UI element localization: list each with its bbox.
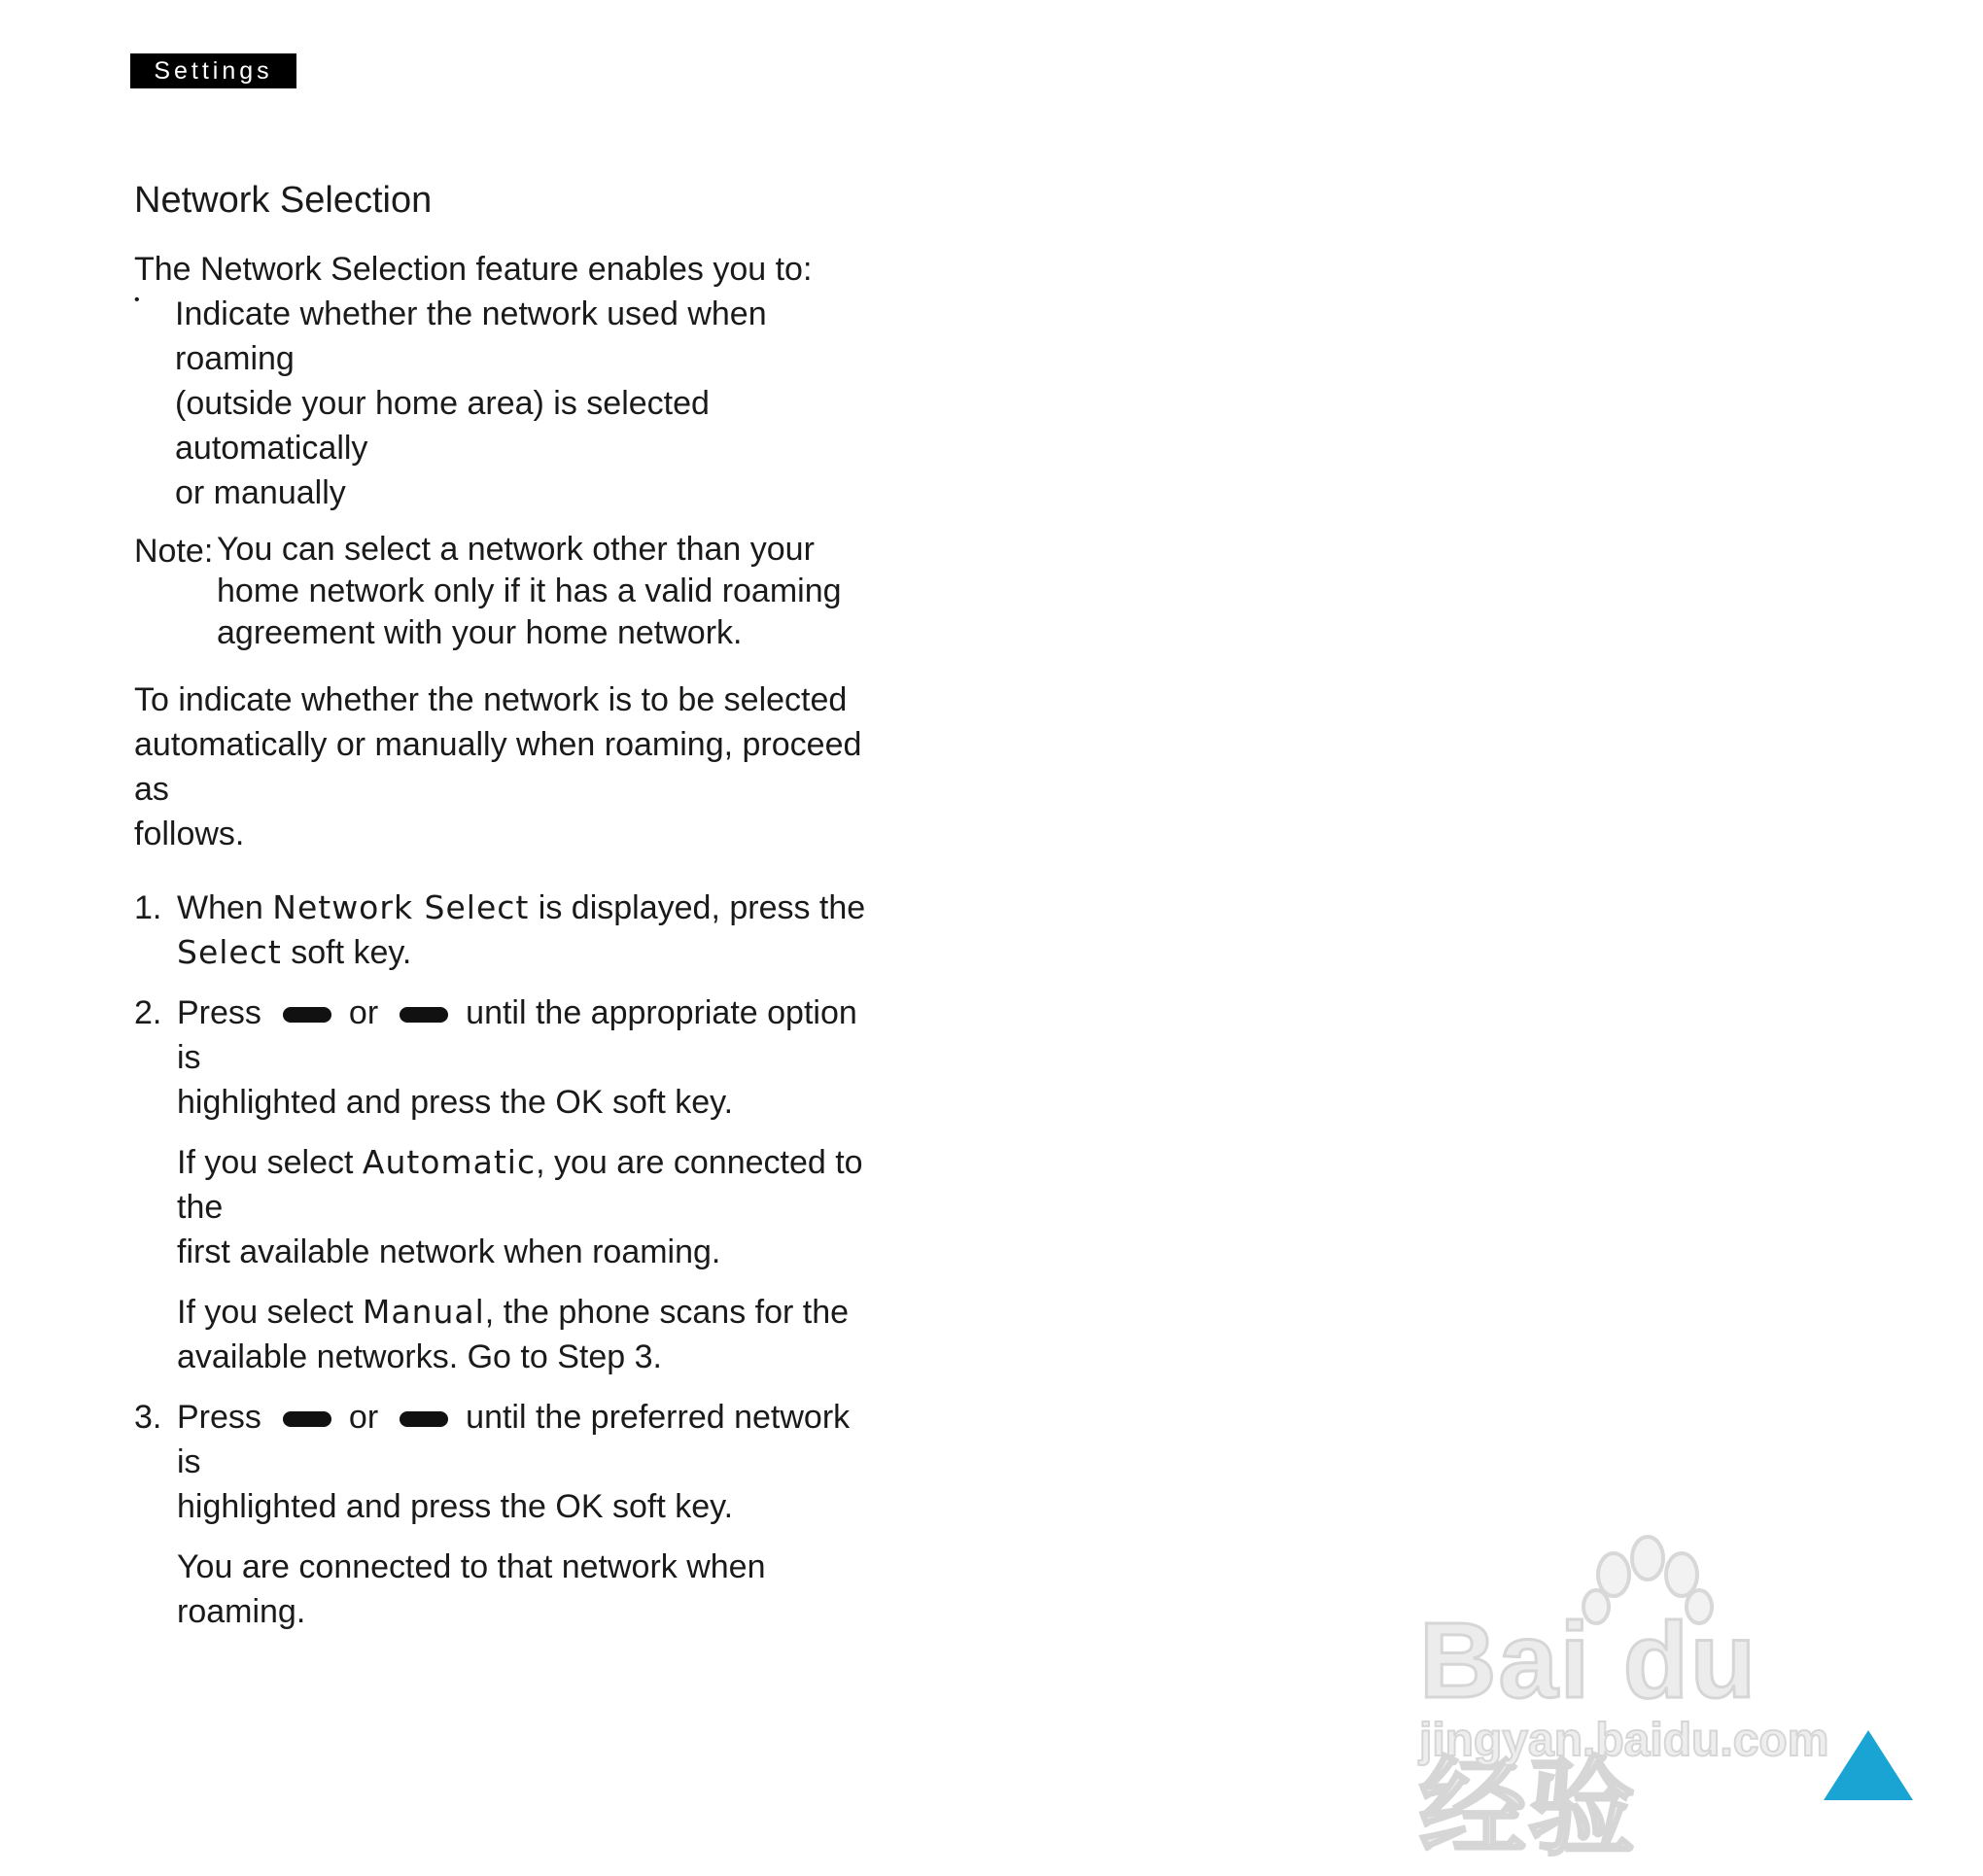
watermark-url: jingyan.baidu.com [1419,1715,1829,1766]
nav-up-key-icon [283,1007,331,1023]
instructions-line: To indicate whether the network is to be selected [134,681,848,718]
step-number: 1. [134,889,162,926]
step-line: Select soft key. [177,933,412,971]
softkey-term: OK [555,1488,604,1525]
bullet-item [134,292,873,515]
step-3 [134,1395,873,1529]
instructions-paragraph [134,677,873,856]
note-line: You can select a network other than your [217,531,815,568]
option-term: Manual [362,1293,485,1331]
intro-text: The Network Selection feature enables you to: [134,251,813,288]
bullet-line: or manually [175,474,346,511]
baidu-jingyan-watermark [1419,1531,1896,1868]
nav-down-key-icon [400,1411,448,1427]
section-tag: Settings [130,53,296,88]
instructions-line: follows. [134,816,245,852]
softkey-term: Select [177,933,282,971]
note-block [134,529,873,654]
step-number: 3. [134,1399,162,1436]
nav-down-key-icon [400,1007,448,1023]
manual-page-content [134,173,873,1650]
bullet-line: Indicate whether the network used when roaming [175,295,767,377]
step-line: Press or until the appropriate option is [177,994,857,1076]
step-2-automatic-note: If you select Automatic, you are connected to the first available network when roaming. [177,1143,863,1270]
softkey-term: OK [555,1084,604,1121]
nav-up-key-icon [283,1411,331,1427]
note-line: home network only if it has a valid roaming [217,573,842,609]
step-2-manual-note: If you select Manual, the phone scans for the available networks. Go to Step 3. [177,1293,850,1375]
note-line: agreement with your home network. [217,614,743,651]
step-line: highlighted and press the OK soft key. [177,1488,734,1525]
triangle-up-icon[interactable] [1824,1730,1913,1800]
menu-term: Network Select [272,888,530,926]
step-line: When Network Select is displayed, press the [177,888,866,926]
option-term: Automatic [362,1143,537,1181]
bullet-mark: • [134,292,140,308]
page-title: Network Selection [134,180,433,221]
step-2 [134,990,873,1125]
instructions-line: automatically or manually when roaming, proceed as [134,726,862,808]
step-line: highlighted and press the OK soft key. [177,1084,734,1121]
note-label: Note: [134,533,214,570]
watermark-brand: Bai du 经验 [1419,1601,1758,1868]
bullet-line: (outside your home area) is selected automatically [175,385,710,467]
step-3-result-note: You are connected to that network when roaming. [177,1548,766,1630]
step-1 [134,886,873,975]
step-line: Press or until the preferred network is [177,1399,851,1480]
step-number: 2. [134,994,162,1031]
